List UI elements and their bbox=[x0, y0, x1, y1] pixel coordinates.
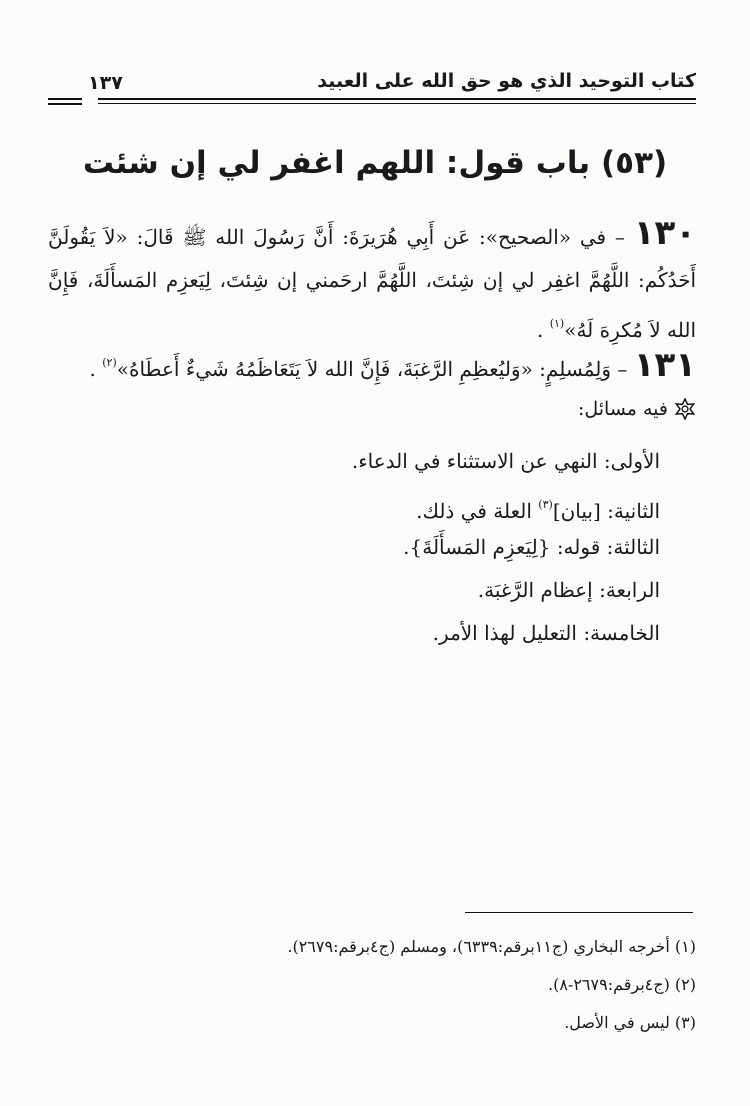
header-rule bbox=[98, 103, 696, 104]
issue-text: الثانية: [بيان] bbox=[552, 499, 660, 523]
page-number-rule bbox=[48, 103, 82, 105]
hadith-text: – وَلِمُسلِمٍ: «وَليُعظِمِ الرَّغبَةَ، فَإِنَّ الله لاَ يَتَعَاظَمُهُ شَيءٌ أَعطَاهُ» bbox=[116, 357, 634, 381]
issue-item bbox=[60, 483, 660, 526]
chapter-title: (٥٣) باب قول: اللهم اغفر لي إن شئت bbox=[82, 145, 668, 181]
running-header bbox=[48, 62, 696, 112]
page-number: ١٣٧ bbox=[88, 72, 123, 94]
hadith-130 bbox=[48, 212, 696, 352]
issue-item: الخامسة: التعليل لهذا الأمر. bbox=[432, 621, 660, 645]
header-rule bbox=[98, 98, 696, 100]
issues-heading bbox=[578, 398, 696, 420]
issue-item: الأولى: النهي عن الاستثناء في الدعاء. bbox=[351, 449, 660, 473]
book-title: كتاب التوحيد الذي هو حق الله على العبيد bbox=[317, 70, 696, 92]
hadith-text: – في «الصحيح»: عَن أَبِي هُرَيرَةَ: أَنَّ رَسُولَ الله ﷺ قَالَ: «لاَ يَقُولَنَّ أَحَدُكُم: اللَّهُمَّ اغفِر لي إن شِئتَ، اللَّهُمَّ ارحَمني إن شِئتَ، لِيَعزِم المَسأَلَةَ، فَإِنَّ الله لاَ مُكرِهَ لَهُ» bbox=[48, 225, 696, 342]
hadith-end: . bbox=[536, 318, 550, 342]
footnote-separator bbox=[465, 912, 693, 913]
issue-item: الرابعة: إعظام الرَّغبَة. bbox=[477, 578, 660, 602]
issues-list bbox=[60, 440, 660, 655]
issue-item: الثالثة: قوله: {لِيَعزِم المَسأَلَةَ}. bbox=[403, 535, 660, 559]
ornament-star-icon bbox=[674, 398, 696, 420]
footnote: (١) أخرجه البخاري (ج١١برقم:٦٣٣٩)، ومسلم (ج٤برقم:٢٦٧٩). bbox=[287, 937, 696, 956]
hadith-number: ١٣١ bbox=[633, 345, 696, 385]
footnotes bbox=[76, 928, 696, 1042]
hadith-number: ١٣٠ bbox=[633, 213, 696, 253]
footnote-marker: (١) bbox=[549, 317, 565, 330]
footnote: (٢) (ج٤برقم:٢٦٧٩-٨). bbox=[547, 975, 696, 994]
issue-text: العلة في ذلك. bbox=[416, 499, 539, 523]
hadith-end: . bbox=[89, 357, 103, 381]
footnote-marker: (٢) bbox=[102, 356, 117, 369]
footnote: (٣) ليس في الأصل. bbox=[564, 1013, 696, 1032]
issues-heading-text: فيه مسائل: bbox=[577, 398, 668, 420]
footnote-marker: (٣) bbox=[538, 498, 553, 511]
page-number-rule bbox=[48, 98, 82, 100]
hadith-131 bbox=[48, 341, 696, 391]
